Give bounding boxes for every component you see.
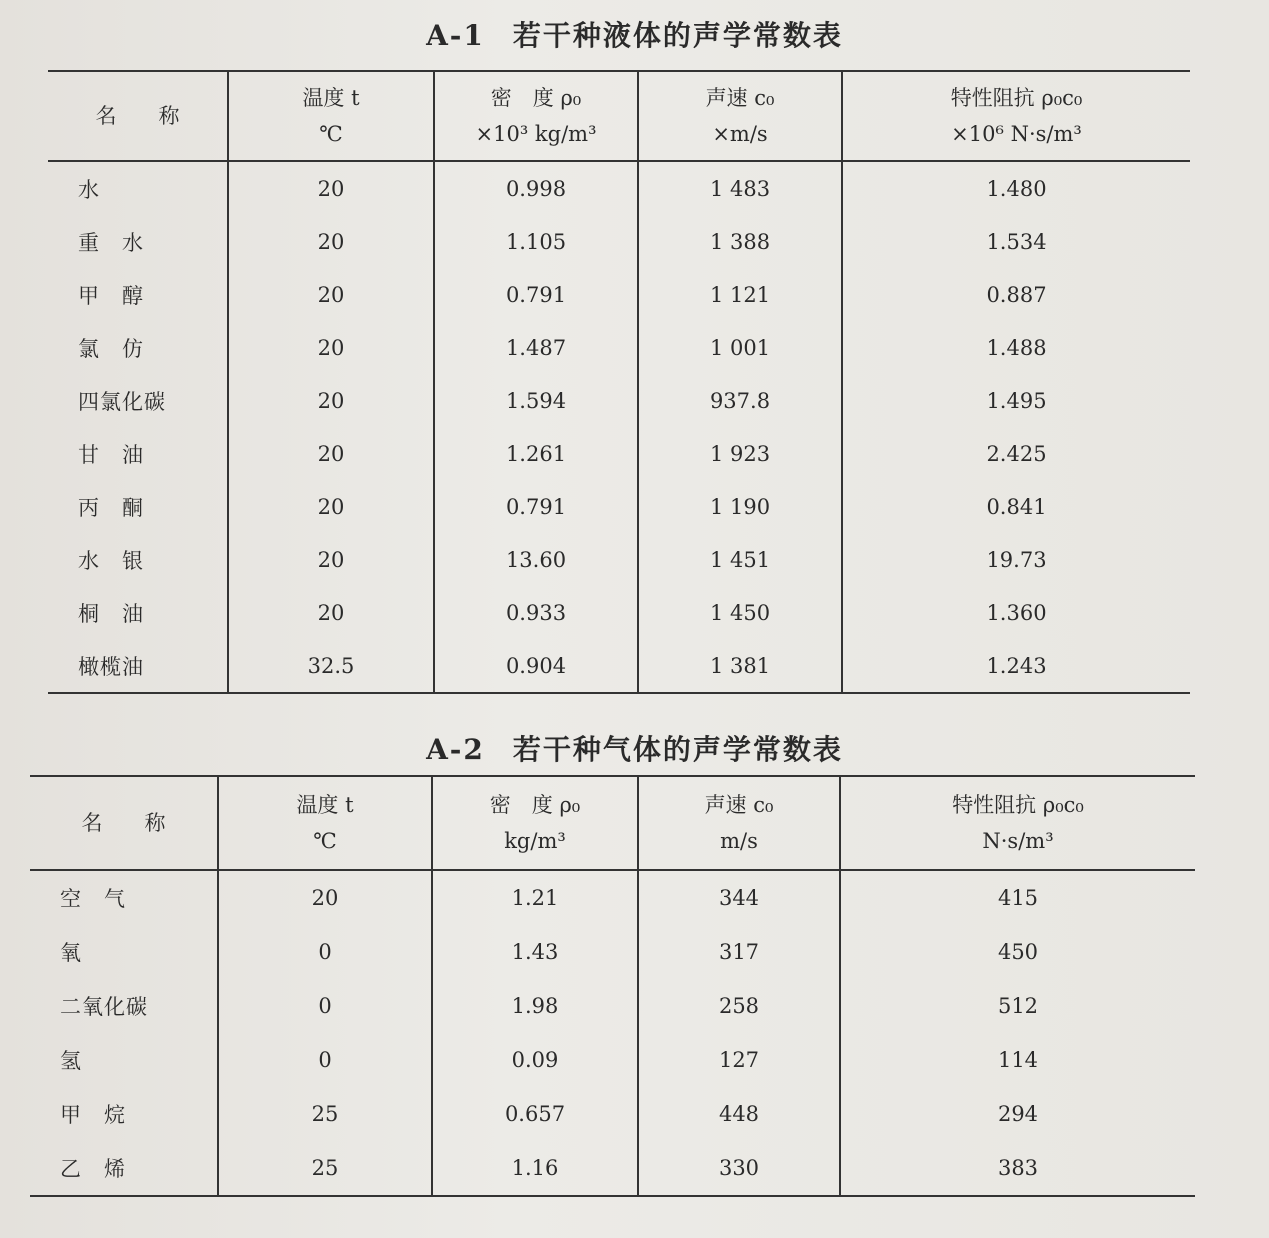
header-text: 声速 c₀ (704, 793, 774, 817)
table-cell: 甲 烷 (60, 1103, 126, 1127)
table-row (48, 639, 1190, 693)
table-row (48, 268, 1190, 321)
table-cell: 344 (638, 870, 840, 925)
table-cell: 氧 (60, 941, 82, 965)
table-cell: 0 (218, 1033, 432, 1087)
table-cell: 1.261 (434, 427, 638, 480)
table-cell: 橄榄油 (78, 654, 144, 679)
table-a2-caption: 若干种气体的声学常数表 (512, 733, 843, 766)
table-cell: 2.425 (842, 427, 1190, 480)
header-impedance (840, 776, 1195, 870)
table-row (48, 321, 1190, 374)
header-text: N·s/m³ (982, 829, 1054, 853)
table-row (30, 1141, 1195, 1196)
header-text: ×10³ kg/m³ (475, 122, 597, 146)
header-text: 温度 t (302, 86, 360, 110)
table-cell: 0 (218, 925, 432, 979)
table-cell: 1 388 (638, 215, 842, 268)
header-text: 特性阻抗 ρ₀c₀ (950, 86, 1083, 110)
table-row (48, 374, 1190, 427)
header-text: ℃ (319, 122, 343, 146)
header-temperature (228, 71, 434, 161)
table-row (48, 427, 1190, 480)
table-row (30, 979, 1195, 1033)
table-cell: 1 451 (638, 533, 842, 586)
header-density (434, 71, 638, 161)
table-cell: 水 (78, 177, 100, 202)
header-text: ×m/s (712, 122, 768, 146)
table-cell: 1.43 (432, 925, 638, 979)
table-cell: 1.243 (842, 639, 1190, 693)
table-cell: 1 190 (638, 480, 842, 533)
table-cell: 0.791 (434, 268, 638, 321)
table-cell: 桐 油 (78, 601, 144, 626)
table-cell: 448 (638, 1087, 840, 1141)
table-cell: 二氧化碳 (60, 995, 148, 1019)
table-cell: 317 (638, 925, 840, 979)
table-row (48, 533, 1190, 586)
table-cell: 1.98 (432, 979, 638, 1033)
table-cell: 1 923 (638, 427, 842, 480)
table-a1-number: A-1 (426, 19, 485, 52)
table-cell: 0 (218, 979, 432, 1033)
table-cell: 0.933 (434, 586, 638, 639)
table-cell: 25 (218, 1141, 432, 1196)
table-cell: 1.360 (842, 586, 1190, 639)
gas-acoustic-table (30, 775, 1195, 1197)
table-cell: 1.495 (842, 374, 1190, 427)
table-cell: 258 (638, 979, 840, 1033)
table-cell: 127 (638, 1033, 840, 1087)
table-cell: 32.5 (228, 639, 434, 693)
table-cell: 重 水 (78, 230, 144, 255)
header-sound-speed (638, 71, 842, 161)
header-text: 密 度 ρ₀ (490, 86, 582, 110)
table-a2-number: A-2 (426, 733, 485, 766)
table-row (48, 480, 1190, 533)
table-cell: 0.841 (842, 480, 1190, 533)
table-cell: 1 121 (638, 268, 842, 321)
table-cell: 1 001 (638, 321, 842, 374)
header-text: ℃ (313, 829, 337, 853)
header-name (30, 776, 218, 870)
table-cell: 20 (228, 215, 434, 268)
table-row (30, 925, 1195, 979)
table-row (30, 1033, 1195, 1087)
table-cell: 450 (840, 925, 1195, 979)
header-text: 名 称 (95, 104, 180, 128)
table-row (30, 870, 1195, 925)
table-row (48, 161, 1190, 215)
table-cell: 20 (228, 321, 434, 374)
table-cell: 乙 烯 (60, 1157, 126, 1181)
table-cell: 512 (840, 979, 1195, 1033)
table-cell: 1.488 (842, 321, 1190, 374)
table-cell: 20 (228, 586, 434, 639)
table-cell: 0.791 (434, 480, 638, 533)
table-cell: 13.60 (434, 533, 638, 586)
table-cell: 20 (228, 374, 434, 427)
table-cell: 氯 仿 (78, 336, 144, 361)
header-temperature (218, 776, 432, 870)
table-cell: 0.887 (842, 268, 1190, 321)
table-cell: 1.487 (434, 321, 638, 374)
table-cell: 甘 油 (78, 442, 144, 467)
table-cell: 20 (228, 533, 434, 586)
table-cell: 19.73 (842, 533, 1190, 586)
table-a1-title (0, 14, 1269, 54)
table-cell: 丙 酮 (78, 495, 144, 520)
table-cell: 1 381 (638, 639, 842, 693)
table-cell: 1.16 (432, 1141, 638, 1196)
table-cell: 330 (638, 1141, 840, 1196)
table-cell: 114 (840, 1033, 1195, 1087)
table-cell: 294 (840, 1087, 1195, 1141)
table-cell: 415 (840, 870, 1195, 925)
table-cell: 25 (218, 1087, 432, 1141)
table-row (30, 1087, 1195, 1141)
table-a1-caption: 若干种液体的声学常数表 (512, 19, 843, 52)
table-cell: 1 483 (638, 161, 842, 215)
table-cell: 水 银 (78, 548, 144, 573)
liquid-acoustic-table (48, 70, 1190, 694)
table-cell: 1 450 (638, 586, 842, 639)
table-cell: 937.8 (638, 374, 842, 427)
table-header-row (48, 71, 1190, 161)
header-impedance (842, 71, 1190, 161)
table-cell: 四氯化碳 (78, 389, 166, 414)
header-text: 密 度 ρ₀ (489, 793, 581, 817)
table-cell: 1.480 (842, 161, 1190, 215)
table-row (48, 215, 1190, 268)
table-cell: 0.657 (432, 1087, 638, 1141)
header-density (432, 776, 638, 870)
table-a2-title (0, 728, 1269, 768)
header-text: 特性阻抗 ρ₀c₀ (952, 793, 1084, 817)
header-text: 声速 c₀ (705, 86, 775, 110)
table-cell: 空 气 (60, 887, 126, 911)
table-cell: 0.904 (434, 639, 638, 693)
table-cell: 383 (840, 1141, 1195, 1196)
table-cell: 1.21 (432, 870, 638, 925)
table-cell: 20 (218, 870, 432, 925)
table-cell: 20 (228, 268, 434, 321)
header-text: 温度 t (296, 793, 354, 817)
table-row (48, 586, 1190, 639)
table-cell: 20 (228, 427, 434, 480)
table-cell: 甲 醇 (78, 283, 144, 308)
table-cell: 0.998 (434, 161, 638, 215)
table-cell: 20 (228, 480, 434, 533)
table-header-row (30, 776, 1195, 870)
table-cell: 1.534 (842, 215, 1190, 268)
table-cell: 1.105 (434, 215, 638, 268)
table-cell: 1.594 (434, 374, 638, 427)
header-text: m/s (720, 829, 758, 853)
header-text: kg/m³ (504, 829, 566, 853)
table-cell: 0.09 (432, 1033, 638, 1087)
header-name (48, 71, 228, 161)
table-cell: 氢 (60, 1049, 82, 1073)
header-text: 名 称 (81, 811, 166, 835)
header-sound-speed (638, 776, 840, 870)
header-text: ×10⁶ N·s/m³ (951, 122, 1082, 146)
table-cell: 20 (228, 161, 434, 215)
